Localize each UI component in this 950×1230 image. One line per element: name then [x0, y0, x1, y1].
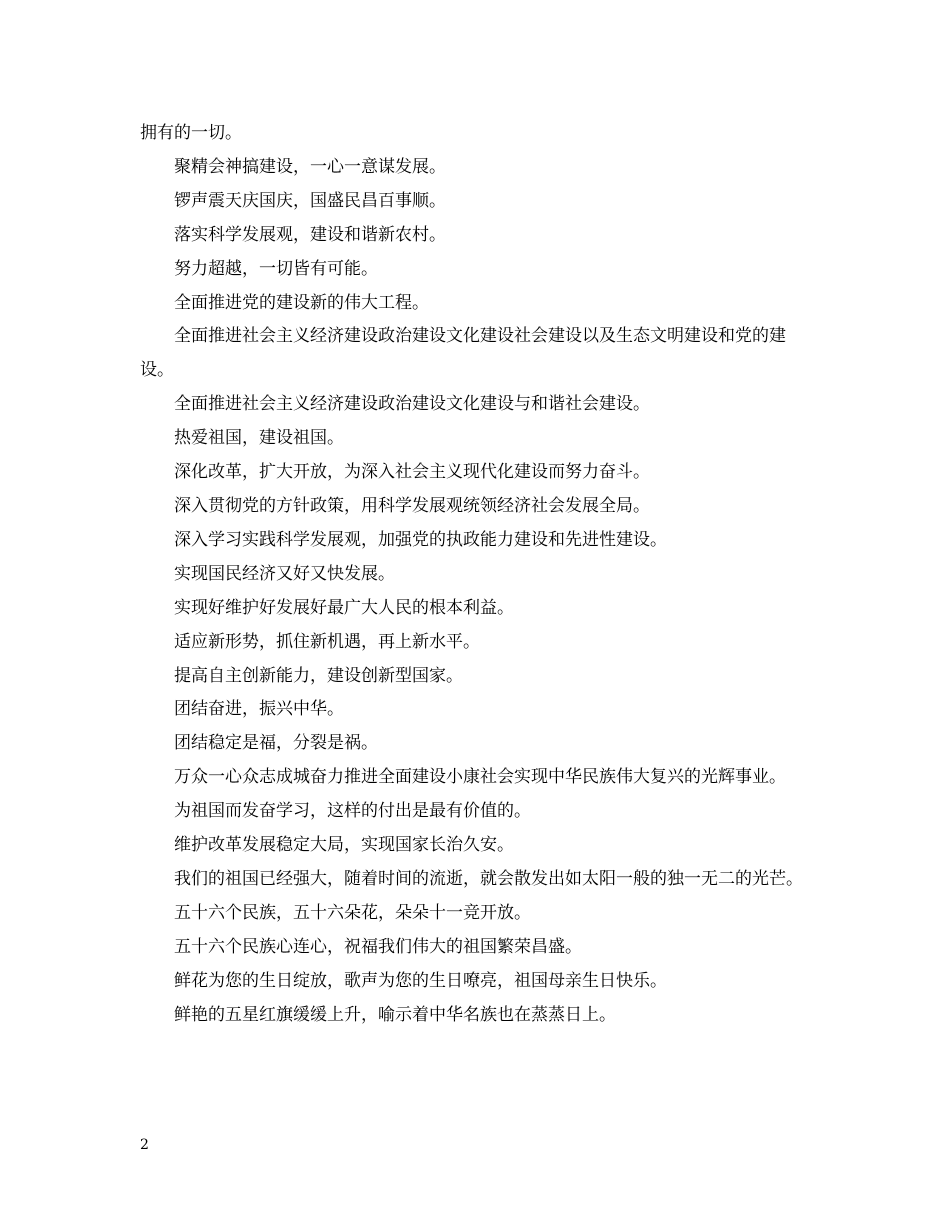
paragraph: 热爱祖国，建设祖国。: [174, 428, 344, 449]
paragraph: 全面推进社会主义经济建设政治建设文化建设社会建设以及生态文明建设和党的建设。: [140, 326, 786, 381]
paragraph: 努力超越，一切皆有可能。: [174, 258, 378, 279]
paragraph: 深化改革，扩大开放，为深入社会主义现代化建设而努力奋斗。: [174, 462, 650, 483]
paragraph: 提高自主创新能力，建设创新型国家。: [174, 665, 463, 686]
document-body: [140, 117, 816, 1032]
paragraph: 聚精会神搞建设，一心一意谋发展。: [174, 156, 446, 177]
paragraph: 锣声震天庆国庆，国盛民昌百事顺。: [174, 190, 446, 211]
paragraph: 万众一心众志成城奋力推进全面建设小康社会实现中华民族伟大复兴的光辉事业。: [174, 767, 786, 788]
paragraph: 我们的祖国已经强大，随着时间的流逝，就会散发出如太阳一般的独一无二的光芒。: [174, 868, 803, 889]
paragraph: 团结奋进，振兴中华。: [174, 699, 344, 720]
paragraph: 深入贯彻党的方针政策，用科学发展观统领经济社会发展全局。: [174, 495, 650, 516]
paragraph: 鲜花为您的生日绽放，歌声为您的生日嘹亮，祖国母亲生日快乐。: [174, 970, 667, 991]
paragraph: 全面推进党的建设新的伟大工程。: [174, 292, 429, 313]
paragraph: 深入学习实践科学发展观，加强党的执政能力建设和先进性建设。: [174, 529, 667, 550]
paragraph: 为祖国而发奋学习，这样的付出是最有价值的。: [174, 801, 531, 822]
paragraph: 实现好维护好发展好最广大人民的根本利益。: [174, 597, 514, 618]
paragraph: 五十六个民族心连心，祝福我们伟大的祖国繁荣昌盛。: [174, 936, 582, 957]
paragraph: 维护改革发展稳定大局，实现国家长治久安。: [174, 835, 514, 856]
paragraph: 适应新形势，抓住新机遇，再上新水平。: [174, 631, 480, 652]
paragraph: 拥有的一切。: [140, 123, 242, 143]
paragraph: 落实科学发展观，建设和谐新农村。: [174, 224, 446, 245]
page-number: 2: [140, 1137, 149, 1153]
paragraph: 五十六个民族，五十六朵花，朵朵十一竞开放。: [174, 902, 531, 923]
paragraph: 全面推进社会主义经济建设政治建设文化建设与和谐社会建设。: [174, 394, 650, 415]
paragraph: 团结稳定是福，分裂是祸。: [174, 733, 378, 754]
paragraph: 实现国民经济又好又快发展。: [174, 563, 395, 584]
paragraph: 鲜艳的五星红旗缓缓上升，喻示着中华名族也在蒸蒸日上。: [174, 1004, 616, 1025]
